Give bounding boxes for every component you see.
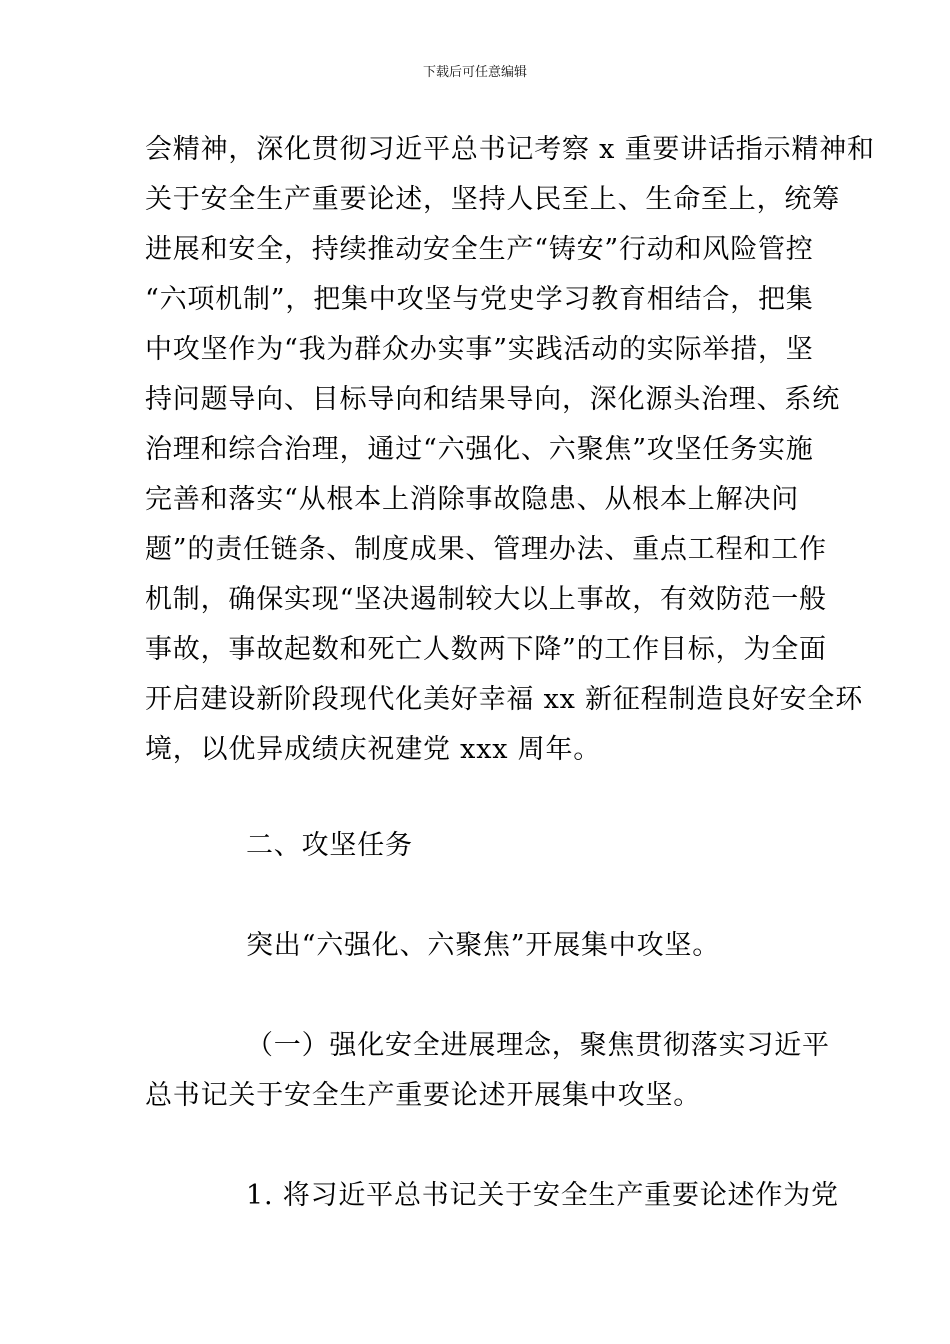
paragraph-line: 突出“六强化、六聚焦”开展集中攻坚。	[246, 930, 721, 961]
page-header: 下载后可任意编辑	[422, 65, 527, 80]
paragraph-line: 事故，事故起数和死亡人数两下降”的工作目标，为全面	[145, 634, 827, 665]
subsection-heading: 总书记关于安全生产重要论述开展集中攻坚。	[145, 1080, 701, 1111]
section-heading: 二、攻坚任务	[246, 830, 413, 861]
paragraph-line: 机制，确保实现“坚决遏制较大以上事故，有效防范一般	[145, 584, 827, 615]
paragraph-line: 会精神，深化贯彻习近平总书记考察 x 重要讲话指示精神和	[145, 134, 875, 165]
paragraph-line: 题”的责任链条、制度成果、管理办法、重点工程和工作	[145, 534, 827, 565]
paragraph-line: 关于安全生产重要论述，坚持人民至上、生命至上，统筹	[145, 184, 840, 215]
paragraph-line: “六项机制”，把集中攻坚与党史学习教育相结合，把集	[145, 284, 814, 315]
subsection-heading: （一）强化安全进展理念，聚焦贯彻落实习近平	[246, 1030, 830, 1061]
paragraph-line: 开启建设新阶段现代化美好幸福 xx 新征程制造良好安全环	[145, 684, 864, 715]
paragraph-line: 中攻坚作为“我为群众办实事”实践活动的实际举措，坚	[145, 334, 814, 365]
list-item: 1. 将习近平总书记关于安全生产重要论述作为党	[246, 1180, 839, 1211]
paragraph-line: 持问题导向、目标导向和结果导向，深化源头治理、系统	[145, 384, 840, 415]
paragraph-line: 进展和安全，持续推动安全生产“铸安”行动和风险管控	[145, 234, 814, 265]
paragraph-line: 治理和综合治理，通过“六强化、六聚焦”攻坚任务实施	[145, 434, 814, 465]
paragraph-line: 完善和落实“从根本上消除事故隐患、从根本上解决问	[145, 484, 800, 515]
paragraph-line: 境，以优异成绩庆祝建党 xxx 周年。	[145, 734, 602, 765]
